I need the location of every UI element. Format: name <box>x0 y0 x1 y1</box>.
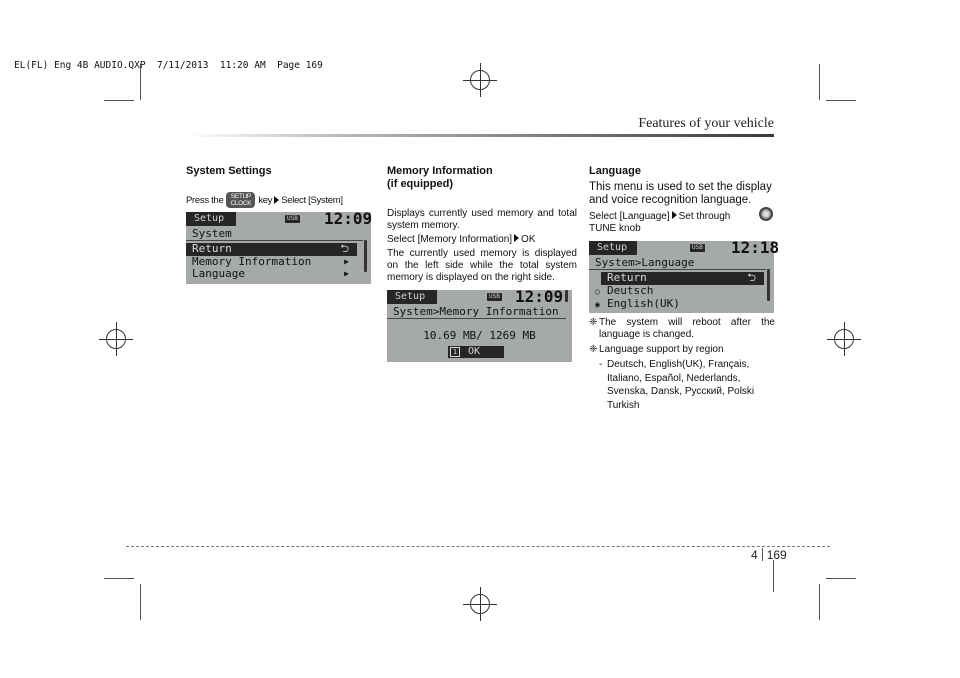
memory-readout: 10.69 MB/ 1269 MB <box>423 329 536 342</box>
heading-memory-information: Memory Information (if equipped) <box>387 165 493 190</box>
page-number: 4 169 <box>751 548 787 562</box>
arrow-right-icon <box>514 234 519 242</box>
trim-mark <box>104 578 134 579</box>
return-icon: ⮌ <box>747 271 756 284</box>
lcd-row-return: Return ⮌ <box>601 272 764 285</box>
note-reboot: ❈ The system will reboot after the language is changed. <box>589 317 775 340</box>
usb-badge: USB <box>692 244 703 251</box>
return-icon: ⮌ <box>340 242 349 255</box>
ok-button: 1 OK <box>448 346 504 358</box>
lcd-setup-tab: Setup <box>387 290 437 304</box>
chevron-right-icon: ▶ <box>344 256 349 266</box>
registration-mark-top <box>463 63 497 97</box>
note-language-support: ❈ Language support by region <box>589 344 724 355</box>
note-symbol-icon: ❈ <box>589 344 598 355</box>
memory-explanation: The currently used memory is displayed on the left side while the total system memory is displayed on the right side. <box>387 248 577 283</box>
lcd-scrollbar <box>565 290 568 302</box>
lcd-scrollbar <box>364 240 367 272</box>
footer-rule <box>126 546 830 547</box>
lcd-clock: 12:09 <box>515 287 564 306</box>
heading-system-settings: System Settings <box>186 165 272 177</box>
lcd-title: System <box>186 227 363 241</box>
registration-mark-left <box>99 322 133 356</box>
language-intro: This menu is used to set the display and voice recognition language. <box>589 181 772 206</box>
chevron-right-icon: ▶ <box>344 269 349 278</box>
trim-mark <box>826 578 856 579</box>
region-language-list: - Deutsch, English(UK), Français, Italiano, Español, Nederlands, Svenska, Dansk, Русский, Polski Turkish <box>599 359 755 411</box>
running-head: Features of your vehicle <box>638 116 774 131</box>
column-language <box>589 165 780 412</box>
lcd-row-return: Return ⮌ <box>186 243 357 256</box>
note-symbol-icon: ❈ <box>589 317 598 328</box>
trim-mark <box>140 584 141 620</box>
lcd-setup-tab: Setup <box>589 241 637 255</box>
lcd-row-memory-information: Memory Information ▶ <box>192 254 349 268</box>
trim-mark <box>819 64 820 100</box>
instruction-line <box>186 192 376 208</box>
arrow-right-icon <box>672 211 677 219</box>
press-the-text: Press the <box>186 194 224 206</box>
radio-selected-icon: ◉ <box>595 300 600 309</box>
ok-number-icon: 1 <box>450 347 460 357</box>
tune-knob-text: TUNE knob <box>589 223 641 234</box>
setup-clock-key: SETUP CLOCK <box>226 192 255 208</box>
lcd-memory-information <box>387 287 572 362</box>
header-rule <box>186 134 774 137</box>
lcd-title: System>Language <box>589 256 766 270</box>
lcd-language <box>589 238 780 313</box>
lcd-system <box>186 209 373 284</box>
memory-select-instruction: Select [Memory Information] OK <box>387 234 536 245</box>
heading-language: Language <box>589 165 641 177</box>
trim-mark <box>819 584 820 620</box>
arrow-right-icon <box>274 196 279 204</box>
language-select-instruction: Select [Language] Set through <box>589 211 775 223</box>
tune-knob-icon <box>759 207 773 221</box>
lcd-row-language: Language ▶ <box>192 267 349 280</box>
column-system-settings <box>186 165 376 284</box>
memory-description: Displays currently used memory and total system memory. <box>387 208 577 231</box>
trim-mark <box>104 100 134 101</box>
lcd-title: System>Memory Information <box>387 305 566 319</box>
print-slug: EL(FL) Eng 4B AUDIO.QXP 7/11/2013 11:20 AM Page 169 <box>14 60 323 71</box>
lcd-clock: 12:09 <box>324 209 373 228</box>
registration-mark-right <box>827 322 861 356</box>
trim-mark <box>826 100 856 101</box>
registration-mark-bottom <box>463 587 497 621</box>
lcd-setup-tab: Setup <box>186 212 236 226</box>
radio-empty-icon: ○ <box>595 286 600 296</box>
lcd-clock: 12:18 <box>731 238 780 257</box>
column-memory-information <box>387 165 577 362</box>
lcd-row-deutsch: ○ Deutsch <box>595 283 654 297</box>
lcd-row-english-uk: ◉ English(UK) <box>595 297 680 310</box>
select-system-text: Select [System] <box>281 194 343 206</box>
usb-badge: USB <box>287 215 298 222</box>
usb-badge: USB <box>489 293 500 300</box>
trim-mark <box>773 560 774 592</box>
key-text: key <box>258 194 273 206</box>
lcd-scrollbar <box>767 269 770 301</box>
